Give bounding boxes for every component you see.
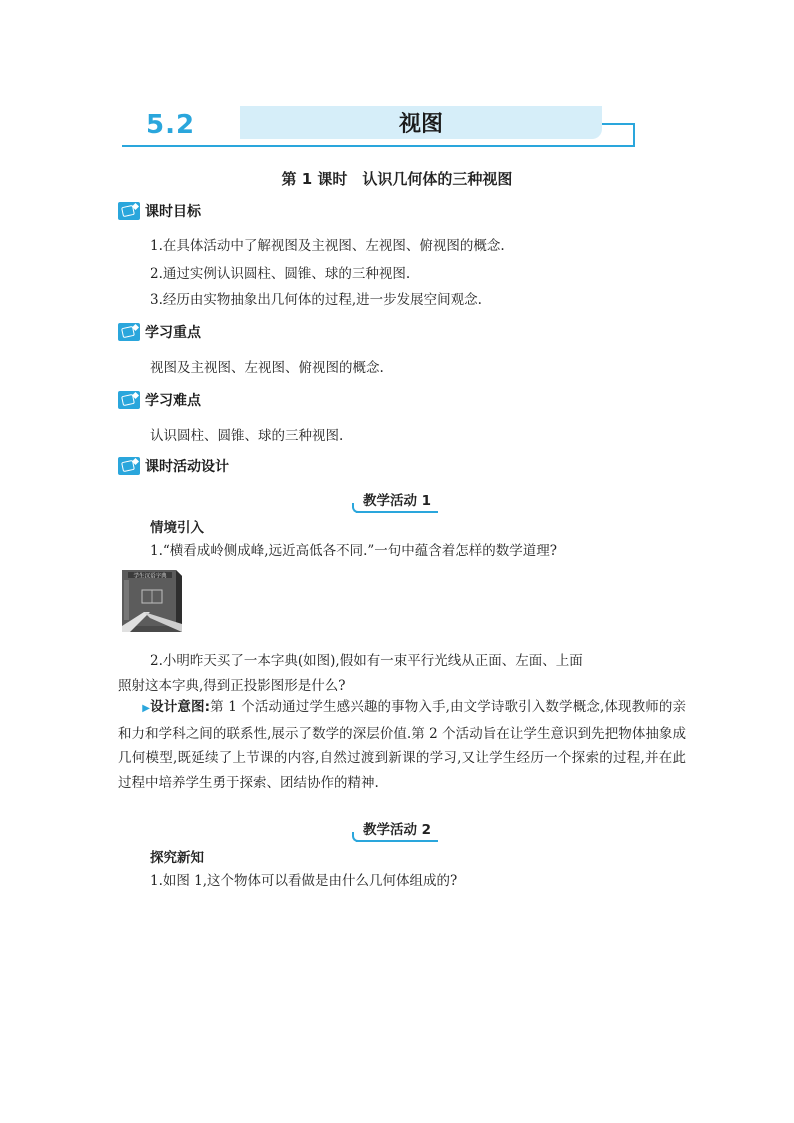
activity-1-question-2-line-1: 2.小明昨天买了一本字典(如图),假如有一束平行光线从正面、左面、上面	[150, 653, 583, 669]
section-label: 学习重点	[145, 325, 201, 341]
activity-1-heading	[356, 489, 438, 513]
activity-underline-hook	[352, 832, 360, 842]
section-difficulties-heading	[118, 390, 201, 410]
activity-2-heading	[356, 818, 438, 842]
lesson-title: 第 1 课时 认识几何体的三种视图	[281, 170, 513, 188]
section-label: 课时目标	[145, 204, 201, 220]
chapter-number: 5.2	[146, 110, 196, 140]
keypoints-text: 视图及主视图、左视图、俯视图的概念.	[150, 360, 384, 376]
activity-2-question-1: 1.如图 1,这个物体可以看做是由什么几何体组成的?	[150, 873, 458, 889]
activity-1-subtitle: 情境引入	[150, 520, 204, 536]
activity-2-subtitle: 探究新知	[150, 850, 204, 866]
section-book-icon	[118, 202, 140, 220]
section-label: 学习难点	[145, 393, 201, 409]
goal-item-1: 1.在具体活动中了解视图及主视图、左视图、俯视图的概念.	[150, 238, 505, 254]
section-label: 课时活动设计	[145, 459, 229, 475]
goal-item-3: 3.经历由实物抽象出几何体的过程,进一步发展空间观念.	[150, 292, 482, 308]
goal-item-2: 2.通过实例认识圆柱、圆锥、球的三种视图.	[150, 266, 411, 282]
activity-1-question-2-line-2: 照射这本字典,得到正投影图形是什么?	[118, 678, 346, 694]
activity-1-question-1: 1.“横看成岭侧成峰,远近高低各不同.”一句中蕴含着怎样的数学道理?	[150, 543, 558, 559]
chapter-underline-tail	[602, 123, 633, 125]
section-activities-heading	[118, 456, 229, 476]
design-intent-arrow-icon: ▶	[142, 703, 150, 714]
section-book-icon	[118, 457, 140, 475]
difficulties-text: 认识圆柱、圆锥、球的三种视图.	[150, 428, 344, 444]
book-cover-title: 学生汉语字典	[133, 573, 167, 580]
activity-underline	[356, 840, 438, 842]
dictionary-image	[120, 566, 184, 636]
activity-label: 教学活动 1	[362, 493, 432, 509]
activity-underline	[356, 511, 438, 513]
chapter-underline-corner	[633, 123, 635, 147]
design-intent-text: 第 1 个活动通过学生感兴趣的事物入手,由文学诗歌引入数学概念,体现教师的亲和力和学科之间的联系性,展示了数学的深层价值.第 2 个活动旨在让学生意识到先把物体抽象成几何模型,既延续了上节课的内容,自然过渡到新课的学习,又让学生经历一个探索的过程,并在此过程中培养学生勇于探索、团结协作的精神.	[118, 699, 686, 791]
chapter-title: 视图	[398, 112, 443, 137]
section-book-icon	[118, 391, 140, 409]
chapter-underline	[122, 145, 634, 147]
activity-label: 教学活动 2	[362, 822, 432, 838]
design-intent-label: 设计意图:	[150, 699, 211, 715]
section-book-icon	[118, 323, 140, 341]
section-keypoints-heading	[118, 322, 201, 342]
activity-underline-hook	[352, 503, 360, 513]
section-goals-heading	[118, 201, 201, 221]
design-intent-paragraph	[118, 695, 686, 795]
